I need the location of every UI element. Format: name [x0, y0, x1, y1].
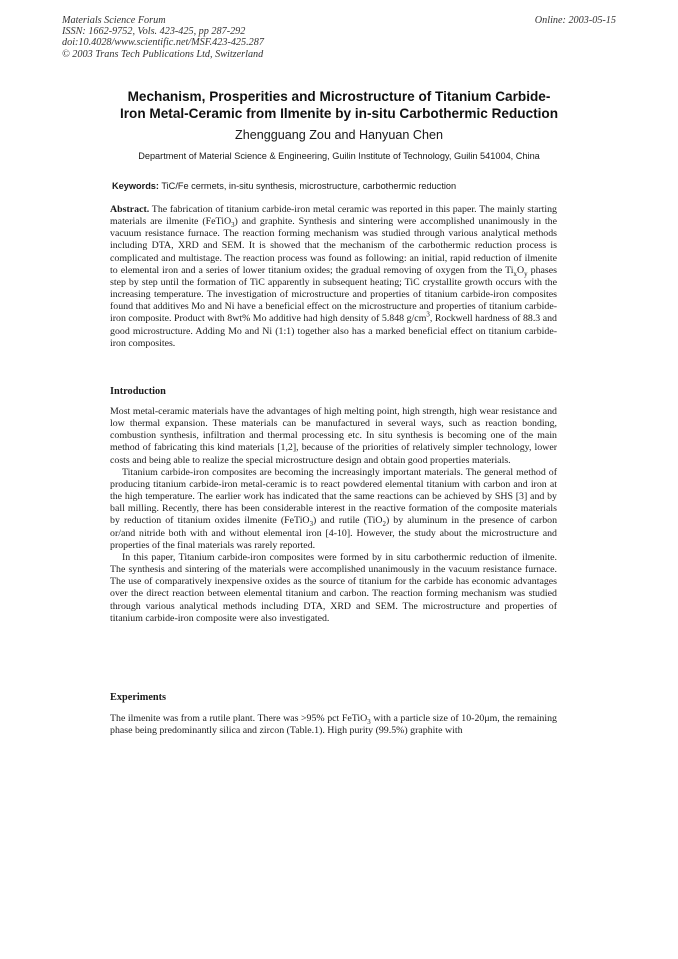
introduction-body: [110, 406, 557, 625]
intro-paragraph-2: Titanium carbide-iron composites are becoming the increasingly important materials. The general method of producing titanium carbide-iron metal-ceramic is to react powdered elemental titanium with carbon and iron at the high temperature. The earlier work has indicated that the same reactions can be achieved by SHS [3] and by ball milling. Recently, there has been considerable interest in the reactive formation of the composite materials by reduction of titanium oxides ilmenite (FeTiO$_3$) and rutile (TiO$_2$) by aluminum in the presence of carbon or/and nitride both with and without elemental iron [4-10]. However, the study about the microstructure and properties of the final materials was rarely reported.: [110, 466, 558, 551]
introduction-heading: Introduction: [110, 386, 166, 397]
affiliation: Department of Material Science & Engineering, Guilin Institute of Technology, Guilin 541004, China: [138, 151, 540, 161]
doi-link[interactable]: doi:10.4028/www.scientific.net/MSF.423-425.287: [62, 37, 264, 49]
keywords: [112, 181, 456, 191]
experiments-paragraph-1: The ilmenite was from a rutile plant. There was >95% pct FeTiO$_3$ with a particle size of 10-20μm, the remaining phase being predominantly silica and zircon (Table.1). High purity (99.5%) graphite with: [110, 713, 557, 737]
abstract: [110, 204, 557, 350]
issn-line: ISSN: 1662-9752, Vols. 423-425, pp 287-292: [62, 26, 246, 38]
online-date: Online: 2003-05-15: [534, 15, 616, 26]
keywords-label: Keywords:: [112, 181, 159, 191]
abstract-label: Abstract.: [110, 204, 150, 215]
experiments-heading: Experiments: [110, 692, 167, 703]
title-line-2: Iron Metal-Ceramic from Ilmenite by in-situ Carbothermic Reduction: [119, 106, 559, 121]
title-line-1: Mechanism, Prosperities and Microstructure of Titanium Carbide-: [127, 89, 551, 104]
experiments-body: [110, 713, 557, 737]
paper-title: [80, 88, 598, 122]
journal-header: [62, 15, 264, 60]
copyright-line: © 2003 Trans Tech Publications Ltd, Switzerland: [62, 48, 264, 60]
keywords-text: TiC/Fe cermets, in-situ synthesis, microstructure, carbothermic reduction: [161, 181, 457, 191]
abstract-paragraph: Abstract. The fabrication of titanium carbide-iron metal ceramic was reported in this paper. The mainly starting materials are ilmenite (FeTiO$_3$) and graphite. Synthesis and sintering were accomplished unanimously in the vacuum resistance furnace. The reaction forming mechanism was studied through various analytical methods including DTA, XRD and SEM. It is showed that the mechanism of the carbothermic reduction process is complicated and multistage. The reaction process was found as following: an initial, rapid reduction of ilmenite to elemental iron and a series of lower titanium oxides; the gradual removing of oxygen from the $Ti_xO_y$ phases step by step until the formation of TiC apparently in subsequent heating; TiC crystallite growth occurs with the increasing temperature. The investigation of microstructure and properties of titanium carbide-iron composites found that additives Mo and Ni have a beneficial effect on the microstructure and properties of titanium carbide-iron composite. Product with 8wt% Mo additive had high density of 5.848 $g/cm^3$, Rockwell hardness of 88.3 and good microstructure. Adding Mo and Ni (1:1) together also has a marked beneficial effect on titanium carbide-iron composites.: [110, 204, 557, 349]
intro-paragraph-3: In this paper, Titanium carbide-iron composites were formed by in situ carbothermic reduction of ilmenite. The synthesis and sintering of the materials were accomplished unanimously in the vacuum resistance furnace. The use of comparatively inexpensive oxides as the source of titanium for the carbide has economic advantages over the direct reaction between elemental titanium and carbon. The reaction forming mechanism was studied through various analytical methods including DTA, XRD and SEM. The microstructure and properties of titanium carbide-iron composite were also investigated.: [110, 551, 557, 624]
journal-name: Materials Science Forum: [62, 15, 166, 26]
authors: Zhengguang Zou and Hanyuan Chen: [235, 128, 443, 142]
intro-paragraph-1: Most metal-ceramic materials have the advantages of high melting point, high strength, high wear resistance and low thermal expansion. These materials can be manufactured in several ways, such as reaction bonding, combustion synthesis, infiltration and thermal processing etc. In situ synthesis is becoming one of the main method of fabricating this kind materials [1,2], because of the priorities of relatively simpler technology, lower costs and being able to realize the special microstructure design and obtain good properties materials.: [110, 406, 557, 466]
